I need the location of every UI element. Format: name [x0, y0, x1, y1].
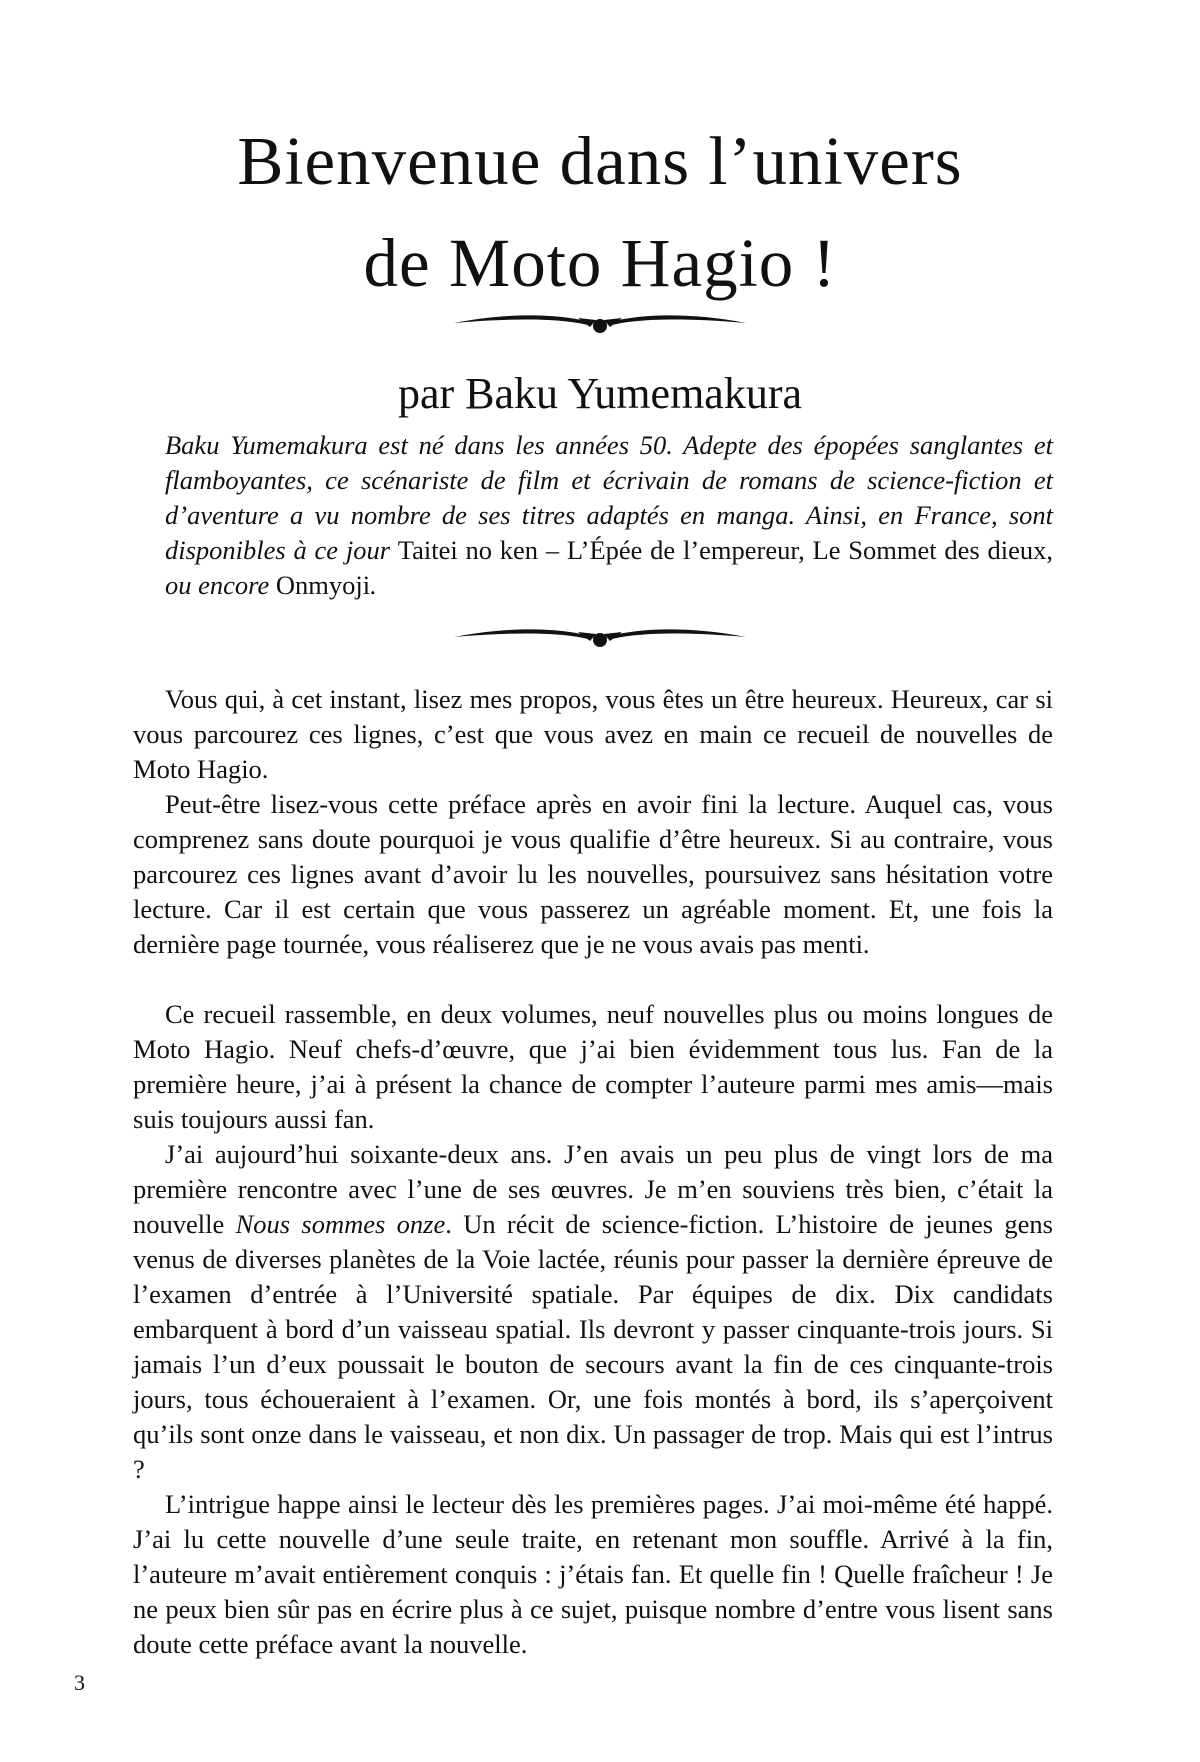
preface-body [133, 682, 1053, 1662]
intro-text-3: . [370, 570, 377, 600]
intro-text-2: ou encore [165, 570, 276, 600]
author-byline: par Baku Yumemakura [397, 369, 802, 418]
flourish-ornament-icon [0, 306, 1200, 346]
paragraph-4 [133, 1137, 1053, 1487]
paragraph-4-text-1: J’ai aujourd’hui soixante-deux ans. J’en avais un peu plus de vingt lors de ma première rencontre avec l’une de ses œuvres. Je m’en souviens très bien, c’était la nouvelle [133, 1139, 1053, 1239]
intro-title-1: Taitei no ken – L’Épée de l’empereur, Le Sommet des dieux, [397, 535, 1053, 565]
title-line-2: de Moto Hagio ! [363, 225, 837, 301]
paragraph-1: Vous qui, à cet instant, lisez mes propos, vous êtes un être heureux. Heureux, car si vous parcourez ces lignes, c’est que vous avez en main ce recueil de nouvelles de Moto Hagio. [133, 684, 1053, 784]
flourish-ornament-icon [0, 620, 1200, 660]
paragraph-2: Peut-être lisez-vous cette préface après en avoir fini la lecture. Auquel cas, vous comprenez sans doute pourquoi je vous qualifie d’être heureux. Si au contraire, vous parcourez ces lignes avant d’avoir lu les nouvelles, poursuivez sans hésitation votre lecture. Car il est certain que vous passerez un agréable moment. Et, une fois la dernière page tournée, vous réaliserez que je ne vous avais pas menti. [133, 789, 1053, 959]
intro-text-1: Baku Yumemakura est né dans les années 50. Adepte des épopées sanglantes et flamboyantes, ce scénariste de film et écrivain de romans de science-fiction et d’aventure a vu nombre de ses titres adaptés en manga. Ainsi, en France, sont disponibles à ce jour [165, 430, 1053, 565]
page-number: 3 [74, 1670, 85, 1695]
paragraph-4-text-2: . Un récit de science-fiction. L’histoire de jeunes gens venus de diverses planètes de la Voie lactée, réunis pour passer la dernière épreuve de l’examen d’entrée à l’Université spatiale. Par équipes de dix. Dix candidats embarquent à bord d’un vaisseau spatial. Ils devront y passer cinquante-trois jours. Si jamais l’un d’eux poussait le bouton de secours avant la fin de ces cinquante-trois jours, tous échoueraient à l’examen. Or, une fois montés à bord, ils s’aperçoivent qu’ils sont onze dans le vaisseau, et non dix. Un passager de trop. Mais qui est l’intrus ? [133, 1209, 1053, 1484]
paragraph-4-story-title: Nous sommes onze [235, 1209, 446, 1239]
intro-title-2: Onmyoji [275, 570, 371, 600]
paragraph-5: L’intrigue happe ainsi le lecteur dès les premières pages. J’ai moi-même été happé. J’ai lu cette nouvelle d’une seule traite, en retenant mon souffle. Arrivé à la fin, l’auteure m’avait entièrement conquis : j’étais fan. Et quelle fin ! Quelle fraîcheur ! Je ne peux bien sûr pas en écrire plus à ce sujet, puisque nombre d’entre vous lisent sans doute cette préface avant la nouvelle. [133, 1489, 1053, 1659]
title-line-1: Bienvenue dans l’univers [237, 123, 963, 199]
paragraph-3: Ce recueil rassemble, en deux volumes, neuf nouvelles plus ou moins longues de Moto Hagio. Neuf chefs-d’œuvre, que j’ai bien évidemment tous lus. Fan de la première heure, j’ai à présent la chance de compter l’auteure parmi mes amis—mais suis toujours aussi fan. [133, 999, 1053, 1134]
author-introduction [165, 428, 1053, 603]
page-title [0, 110, 1200, 314]
